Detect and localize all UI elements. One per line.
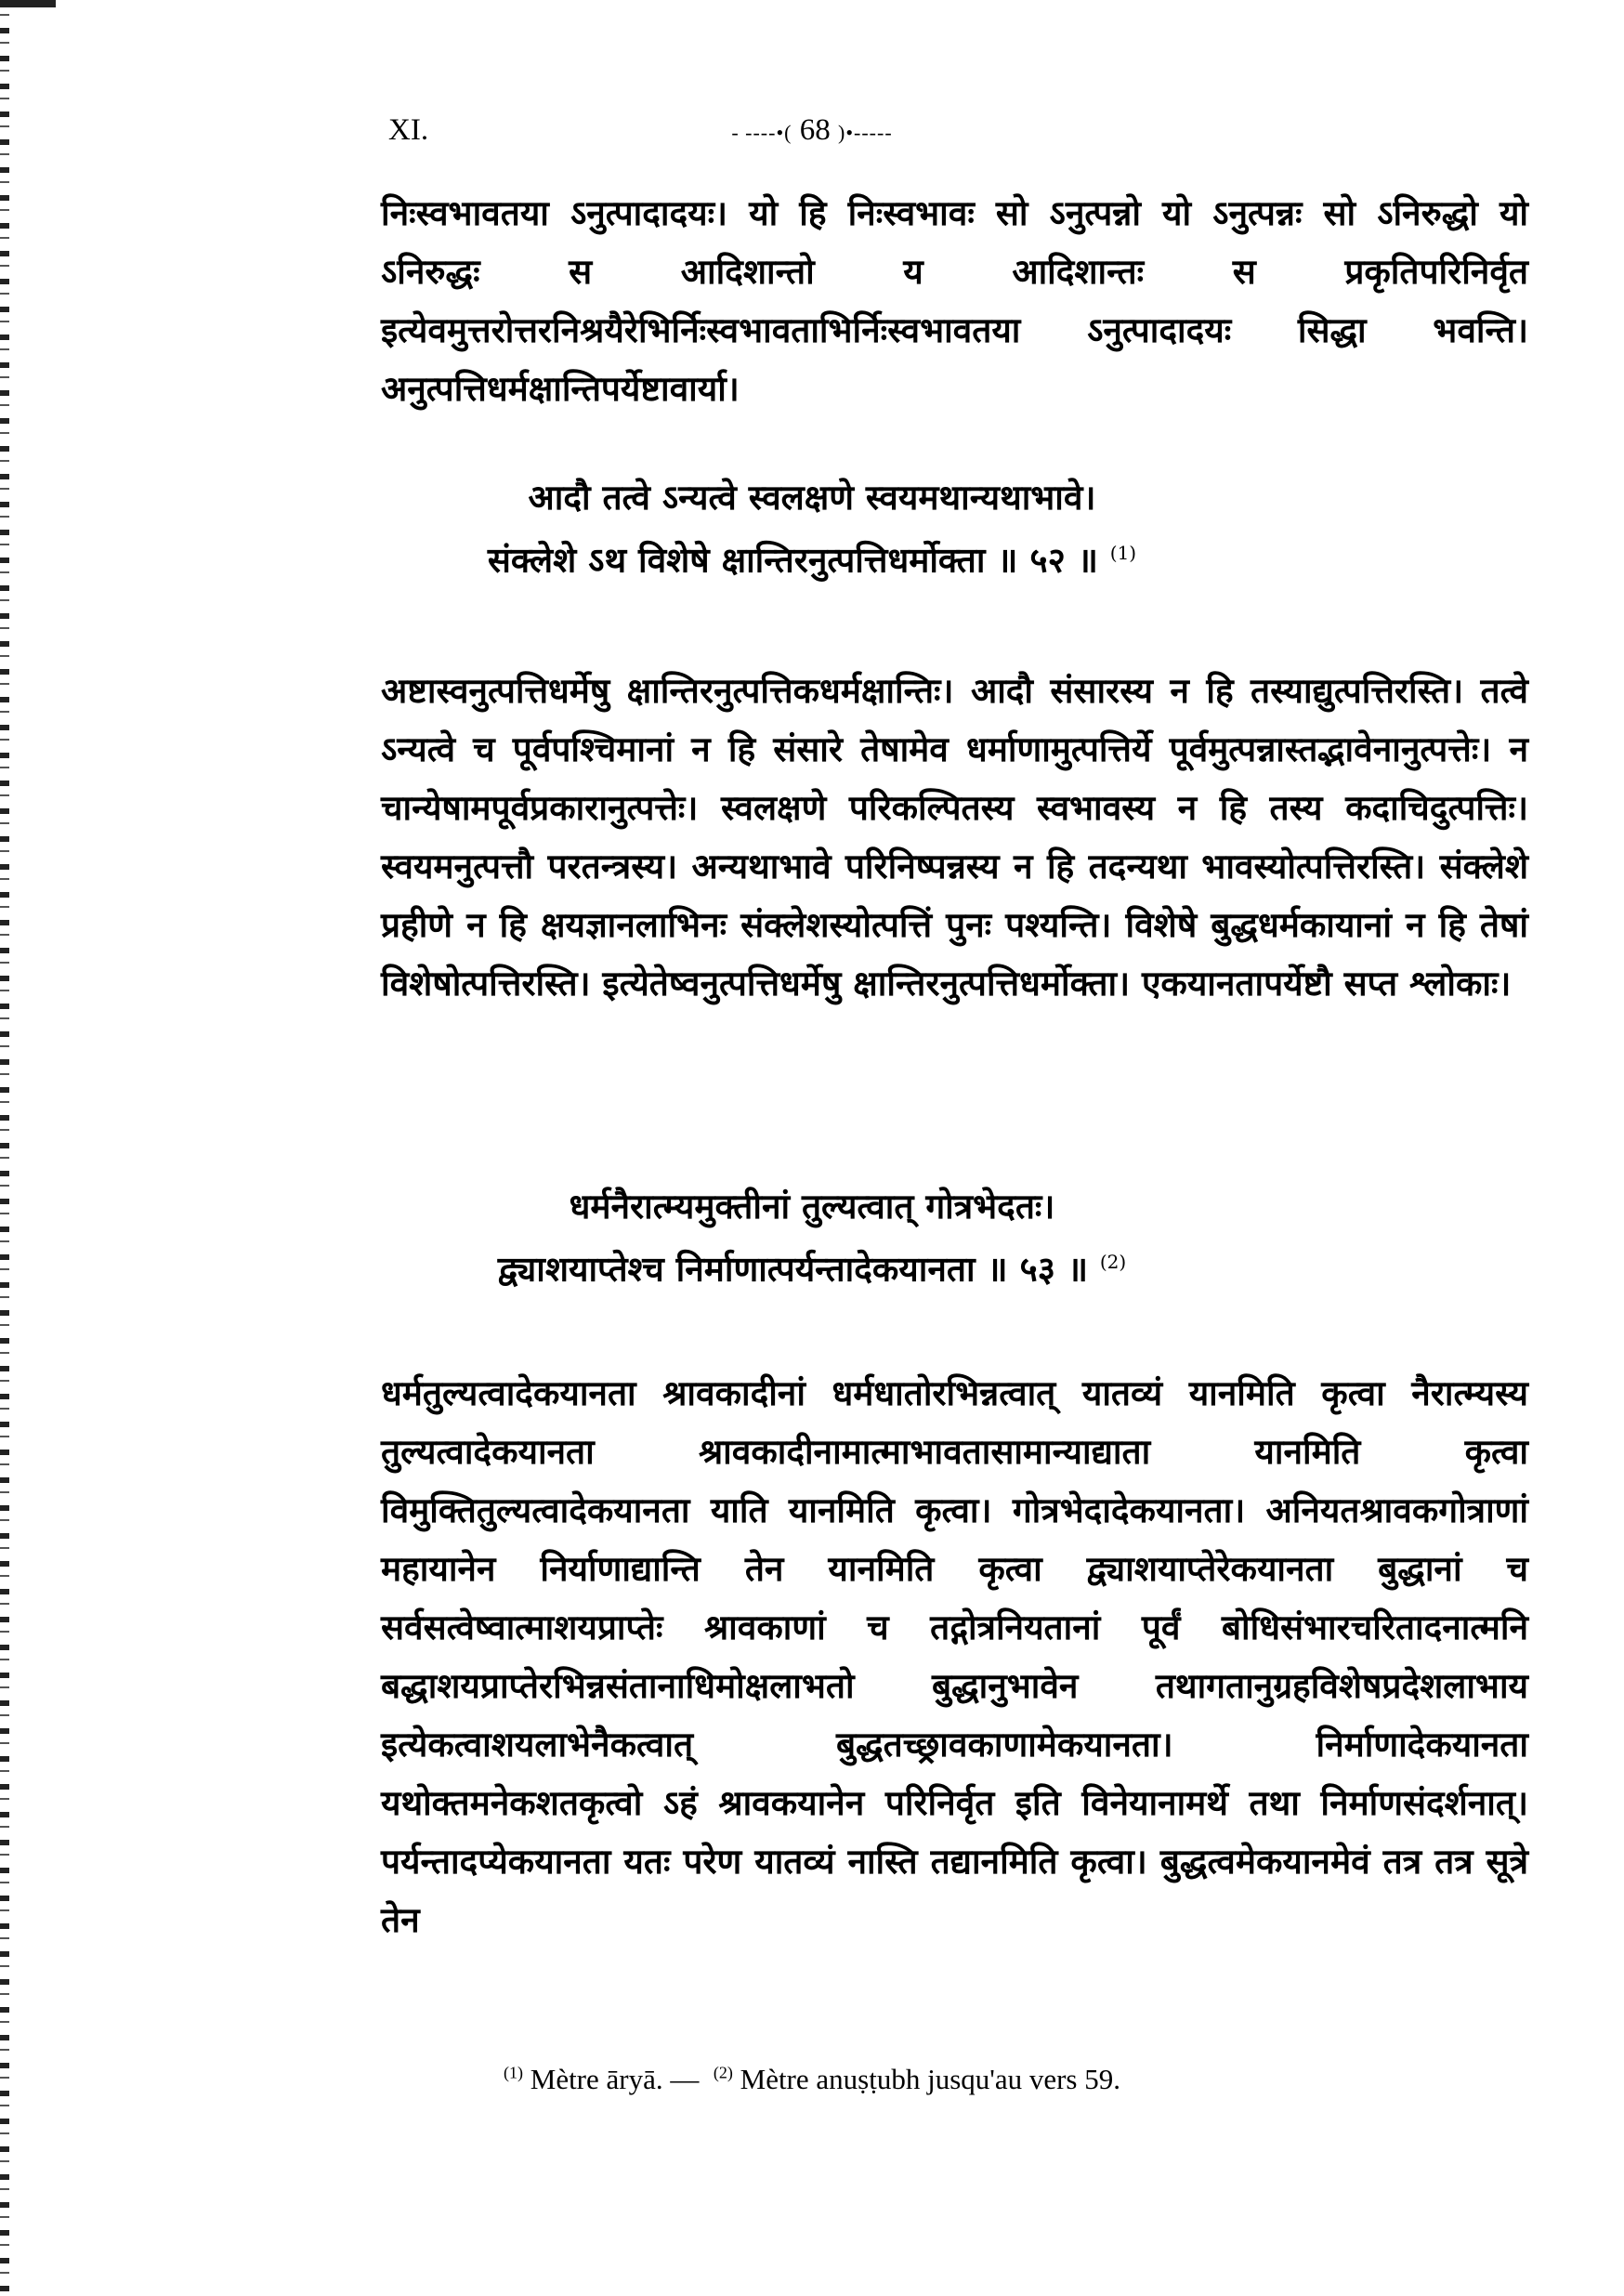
- footnotes: [0, 2063, 1624, 2096]
- footnote-ref: (1): [1109, 542, 1137, 564]
- footnote-mark: (2): [713, 2063, 733, 2082]
- page-number-line: [0, 113, 1624, 148]
- page-header: [0, 113, 1624, 160]
- paragraph-2: अष्टास्वनुत्पत्तिधर्मेषु क्षान्तिरनुत्पत्तिकधर्मक्षान्तिः। आदौ संसारस्य न हि तस्याद्युत्पत्तिरस्ति। तत्वे ऽन्यत्वे च पूर्वपश्चिमानां न हि संसारे तेषामेव धर्माणामुत्पत्तिर्ये पूर्वमुत्पन्नास्तद्भावेनानुत्पत्तेः। न चान्येषामपूर्वप्रकारानुत्पत्तेः। स्वलक्षणे परिकल्पितस्य स्वभावस्य न हि तस्य कदाचिदुत्पत्तिः। स्वयमनुत्पत्तौ परतन्त्रस्य। अन्यथाभावे परिनिष्पन्नस्य न हि तदन्यथा भावस्योत्पत्तिरस्ति। संक्लेशे प्रहीणे न हि क्षयज्ञानलाभिनः संक्लेशस्योत्पत्तिं पुनः पश्यन्ति। विशेषे बुद्धधर्मकायानां न हि तेषां विशेषोत्पत्तिरस्ति। इत्येतेष्वनुत्पत्तिधर्मेषु क्षान्तिरनुत्पत्तिधर्मोक्ता। एकयानतापर्येष्टौ सप्त श्लोकाः।: [381, 670, 1528, 1004]
- verse-line: द्व्याशयाप्तेश्च निर्माणात्पर्यन्तादेकयानता ॥ ५३ ॥ $^{(2)}$: [497, 1248, 1127, 1290]
- verse-line: आदौ तत्वे ऽन्यत्वे स्वलक्षणे स्वयमथान्यथाभावे।: [528, 477, 1096, 518]
- verse-52: [0, 469, 1624, 587]
- paragraph-1: निःस्वभावतया ऽनुत्पादादयः। यो हि निःस्वभावः सो ऽनुत्पन्नो यो ऽनुत्पन्नः सो ऽनिरुद्धो यो ऽनिरुद्धः स आदिशान्तो य आदिशान्तः स प्रकृतिपरिनिर्वृत इत्येवमुत्तरोत्तरनिश्रयैरेभिर्निःस्वभावताभिर्निःस्वभावतया ऽनुत्पादादयः सिद्धा भवन्ति। अनुत्पत्तिधर्मक्षान्तिपर्येष्टावार्या।: [381, 192, 1528, 409]
- header-ornament-right: )•‑‑‑--: [838, 121, 893, 144]
- verse-line: धर्मनैरात्म्यमुक्तीनां तुल्यत्वात् गोत्रभेदतः।: [569, 1186, 1055, 1227]
- page-number: 68: [799, 113, 831, 147]
- header-ornament-left: - -‑‑‑•(: [731, 121, 792, 144]
- footnote-text: Mètre āryā. —: [530, 2063, 700, 2095]
- footnote-mark: (1): [504, 2063, 523, 2082]
- page-edge-shadow: [0, 0, 9, 2296]
- verse-line: संक्लेशे ऽथ विशेषे क्षान्तिरनुत्पत्तिधर्मोक्ता ॥ ५२ ॥ $^{(1)}$: [487, 539, 1137, 581]
- footnote-ref: (2): [1099, 1251, 1127, 1273]
- page-corner-mark: [0, 0, 56, 7]
- paragraph-3: धर्मतुल्यत्वादेकयानता श्रावकादीनां धर्मधातोरभिन्नत्वात् यातव्यं यानमिति कृत्वा नैरात्म्यस्य तुल्यत्वादेकयानता श्रावकादीनामात्माभावतासामान्याद्याता यानमिति कृत्वा विमुक्तितुल्यत्वादेकयानता याति यानमिति कृत्वा। गोत्रभेदादेकयानता। अनियतश्रावकगोत्राणां महायानेन निर्याणाद्यान्ति तेन यानमिति कृत्वा द्व्याशयाप्तेरेकयानता बुद्धानां च सर्वसत्वेष्वात्माशयप्राप्तेः श्रावकाणां च तद्गोत्रनियतानां पूर्वं बोधिसंभारचरितादनात्मनि बद्धाशयप्राप्तेरभिन्नसंतानाधिमोक्षलाभतो बुद्धानुभावेन तथागतानुग्रहविशेषप्रदेशलाभाय इत्येकत्वाशयलाभेनैकत्वात् बुद्धतच्छ्रावकाणामेकयानता। निर्माणादेकयानता यथोक्तमनेकशतकृत्वो ऽहं श्रावकयानेन परिनिर्वृत इति विनेयानामर्थे तथा निर्माणसंदर्शनात्। पर्यन्तादप्येकयानता यतः परेण यातव्यं नास्ति तद्यानमिति कृत्वा। बुद्धत्वमेकयानमेवं तत्र तत्र सूत्रे तेन: [381, 1372, 1528, 1940]
- footnote-text: Mètre anuṣṭubh jusqu'au vers 59.: [740, 2063, 1120, 2095]
- verse-53: [0, 1178, 1624, 1296]
- section-number: XI.: [388, 113, 429, 147]
